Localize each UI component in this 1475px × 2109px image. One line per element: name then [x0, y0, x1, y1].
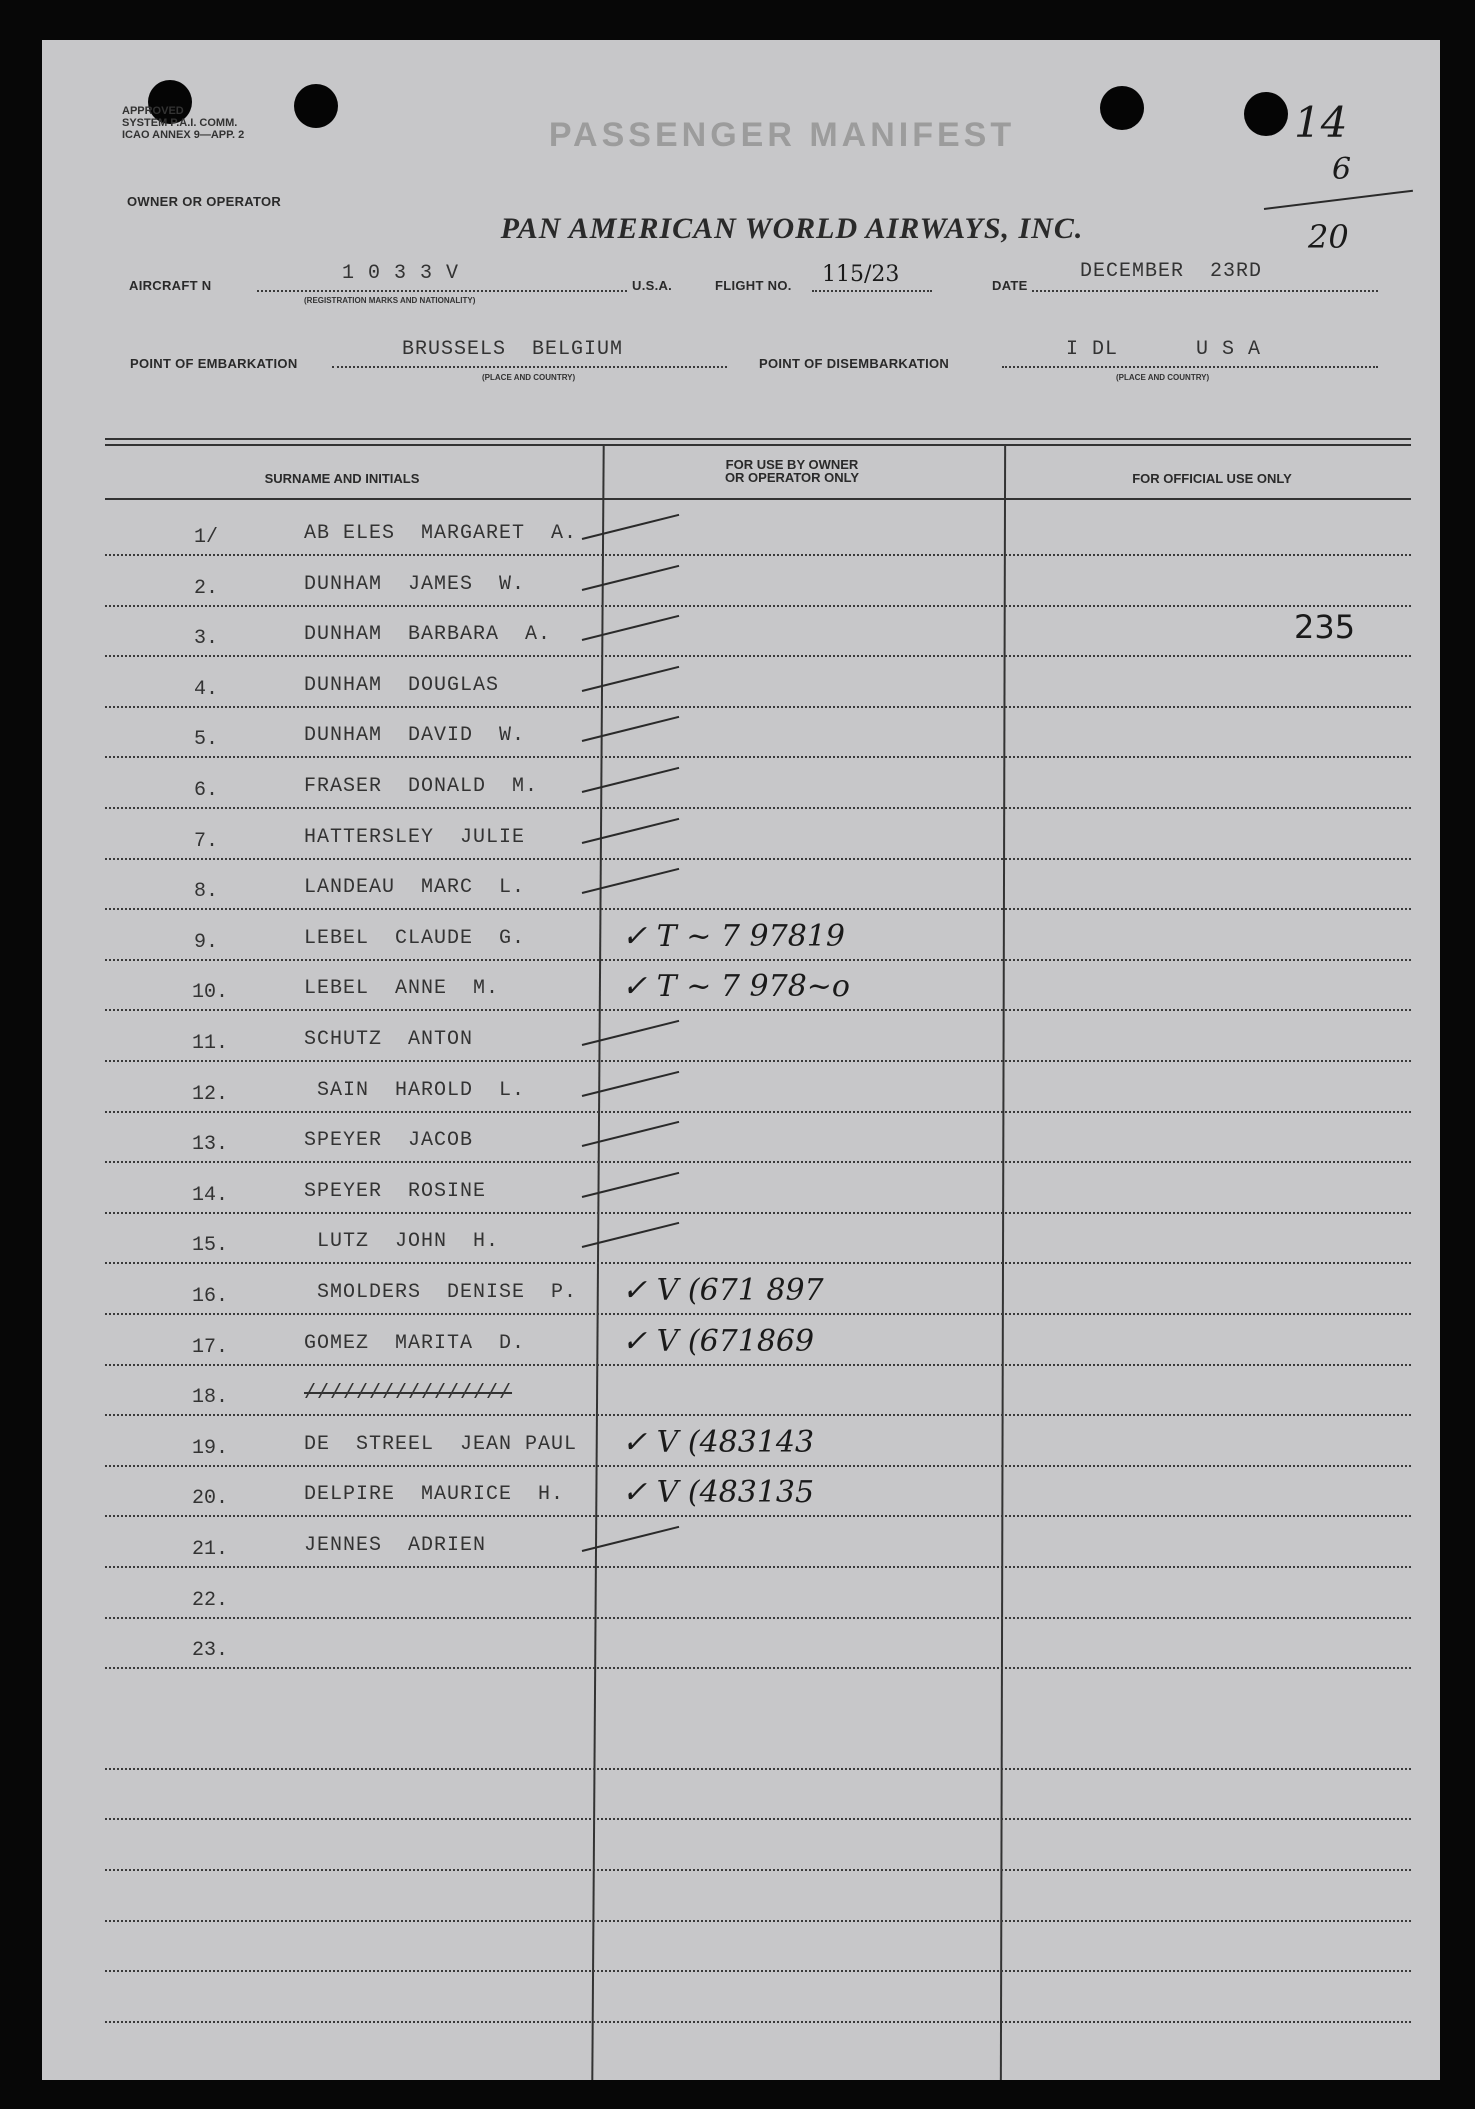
row-rule	[105, 1667, 1411, 1669]
passenger-name: SMOLDERS DENISE P.	[304, 1281, 578, 1304]
date-value: DECEMBER 23RD	[1080, 260, 1263, 283]
check-stroke	[582, 514, 680, 540]
check-stroke	[582, 615, 680, 641]
row-rule	[105, 706, 1411, 708]
passenger-name: LUTZ JOHN H.	[304, 1230, 500, 1254]
row-rule	[105, 756, 1411, 758]
row-rule	[105, 1313, 1411, 1315]
embarkation-value: BRUSSELS BELGIUM	[402, 338, 624, 361]
row-number: 5.	[194, 728, 219, 752]
date-underline	[1032, 290, 1378, 292]
passenger-name: SCHUTZ ANTON	[304, 1028, 474, 1051]
row-rule	[105, 807, 1411, 809]
row-number: 20.	[192, 1487, 229, 1511]
approval-line-2: SYSTEM P.A.I. COMM.	[122, 117, 238, 129]
passenger-name: AB ELES MARGARET A.	[304, 522, 578, 545]
blank-row-rule	[105, 1768, 1411, 1770]
row-number: 7.	[194, 829, 219, 853]
row-number: 11.	[192, 1032, 229, 1055]
blank-row-rule	[105, 1818, 1411, 1820]
operator-mark: ✓ T ~ 7 97819	[622, 918, 845, 954]
passenger-name: HATTERSLEY JULIE	[304, 825, 526, 849]
usa-label: U.S.A.	[632, 278, 673, 293]
operator-mark: ✓ T ~ 7 978~o	[622, 969, 850, 1005]
approval-line-1: APPROVED	[122, 105, 184, 117]
registration-caption: (REGISTRATION MARKS AND NATIONALITY)	[304, 296, 476, 305]
blank-row-rule	[105, 1920, 1411, 1922]
column-header-owner-use-2: OR OPERATOR ONLY	[724, 470, 860, 485]
flight-underline	[812, 290, 932, 292]
operator-name: PAN AMERICAN WORLD AIRWAYS, INC.	[500, 212, 1084, 245]
operator-mark: ✓ V (483135	[622, 1475, 815, 1511]
passenger-name: DUNHAM DAVID W.	[304, 724, 526, 748]
embarkation-caption: (PLACE AND COUNTRY)	[482, 373, 576, 382]
manifest-page	[42, 40, 1440, 2080]
row-rule	[105, 1009, 1411, 1011]
blank-row-rule	[105, 1970, 1411, 1972]
flight-value: 115/23	[822, 262, 900, 287]
row-rule	[105, 959, 1411, 961]
row-rule	[105, 655, 1411, 657]
row-number: 18.	[192, 1386, 229, 1410]
check-stroke	[582, 1020, 680, 1046]
column-header-surname: SURNAME AND INITIALS	[264, 471, 420, 486]
check-stroke	[582, 564, 680, 590]
row-number: 15.	[192, 1234, 229, 1258]
check-stroke	[582, 1121, 680, 1147]
form-title: PASSENGER MANIFEST	[548, 116, 1016, 154]
check-stroke	[582, 1172, 680, 1198]
aircraft-underline	[257, 290, 627, 292]
row-number: 6.	[194, 779, 219, 802]
row-number: 12.	[192, 1082, 229, 1106]
check-stroke	[582, 817, 680, 843]
passenger-name: ////////////////	[304, 1382, 513, 1406]
passenger-name: JENNES ADRIEN	[304, 1534, 487, 1557]
passenger-name: DUNHAM JAMES W.	[304, 572, 526, 596]
row-rule	[105, 858, 1411, 860]
corner-note-middle: 6	[1332, 152, 1352, 187]
row-number: 14.	[192, 1183, 229, 1207]
passenger-name: LEBEL CLAUDE G.	[304, 926, 526, 950]
check-stroke	[582, 716, 680, 742]
row-rule	[105, 1161, 1411, 1163]
aircraft-value: 1 0 3 3 V	[342, 262, 460, 285]
punch-hole-4	[1244, 92, 1288, 136]
column-header-owner-use-1: FOR USE BY OWNER	[725, 457, 859, 472]
operator-mark: ✓ V (671 897	[622, 1273, 824, 1308]
check-stroke	[582, 1070, 680, 1096]
check-stroke	[582, 767, 680, 793]
passenger-name: DUNHAM DOUGLAS	[304, 673, 500, 697]
owner-label: OWNER OR OPERATOR	[127, 194, 282, 209]
table-top-rule-2	[105, 444, 1411, 446]
passenger-name: LANDEAU MARC L.	[304, 876, 526, 900]
operator-mark: ✓ V (483143	[622, 1424, 815, 1460]
disembarkation-caption: (PLACE AND COUNTRY)	[1116, 373, 1210, 382]
row-rule	[105, 908, 1411, 910]
approval-line-3: ICAO ANNEX 9—APP. 2	[122, 129, 245, 141]
row-rule	[105, 1364, 1411, 1366]
punch-hole-2	[294, 84, 338, 128]
row-number: 19.	[192, 1436, 229, 1460]
row-number: 16.	[192, 1285, 229, 1308]
punch-hole-3	[1100, 86, 1144, 130]
row-rule	[105, 1060, 1411, 1062]
row-number: 2.	[194, 576, 219, 600]
passenger-name: DUNHAM BARBARA A.	[304, 623, 552, 647]
passenger-name: DE STREEL JEAN PAUL	[304, 1432, 578, 1456]
date-label: DATE	[992, 278, 1028, 293]
passenger-name: FRASER DONALD M.	[304, 775, 539, 798]
passenger-name: LEBEL ANNE M.	[304, 977, 500, 1001]
flight-label: FLIGHT NO.	[715, 278, 792, 293]
row-rule	[105, 1111, 1411, 1113]
passenger-name: SAIN HAROLD L.	[304, 1078, 526, 1102]
blank-row-rule	[105, 2021, 1411, 2023]
row-rule	[105, 1262, 1411, 1264]
column-header-official: FOR OFFICIAL USE ONLY	[1132, 471, 1292, 486]
row-number: 17.	[192, 1335, 229, 1359]
disembarkation-underline	[1002, 366, 1378, 368]
header-bottom-rule	[105, 498, 1411, 500]
row-number: 13.	[192, 1133, 229, 1157]
official-stamp: 235	[1294, 608, 1356, 646]
passenger-name: SPEYER JACOB	[304, 1129, 474, 1153]
table-top-rule-1	[105, 438, 1411, 440]
row-number: 1/	[194, 526, 219, 549]
disembarkation-value: I DL U S A	[1066, 338, 1262, 361]
operator-mark: ✓ V (671869	[622, 1323, 815, 1359]
blank-row-rule	[105, 1869, 1411, 1871]
row-rule	[105, 1414, 1411, 1416]
row-rule	[105, 1566, 1411, 1568]
passenger-name: SPEYER ROSINE	[304, 1179, 487, 1203]
passenger-name: DELPIRE MAURICE H.	[304, 1483, 565, 1507]
row-number: 10.	[192, 981, 229, 1005]
row-rule	[105, 1212, 1411, 1214]
embarkation-label: POINT OF EMBARKATION	[130, 356, 298, 371]
row-number: 8.	[194, 880, 219, 904]
row-rule	[105, 1465, 1411, 1467]
corner-note-bottom: 20	[1308, 218, 1349, 256]
disembarkation-label: POINT OF DISEMBARKATION	[759, 356, 950, 371]
row-number: 4.	[194, 677, 219, 701]
embarkation-underline	[332, 366, 727, 368]
row-number: 21.	[192, 1538, 229, 1561]
row-number: 3.	[194, 627, 219, 651]
aircraft-label: AIRCRAFT N	[129, 278, 212, 293]
row-number: 22.	[192, 1588, 229, 1612]
check-stroke	[582, 666, 680, 692]
row-rule	[105, 1617, 1411, 1619]
passenger-name: GOMEZ MARITA D.	[304, 1331, 526, 1355]
row-number: 23.	[192, 1639, 229, 1663]
corner-note-bar	[1264, 190, 1413, 210]
row-rule	[105, 1515, 1411, 1517]
row-rule	[105, 605, 1411, 607]
check-stroke	[582, 868, 680, 894]
row-number: 9.	[194, 930, 219, 954]
row-rule	[105, 554, 1411, 556]
corner-note-top: 14	[1294, 98, 1348, 147]
